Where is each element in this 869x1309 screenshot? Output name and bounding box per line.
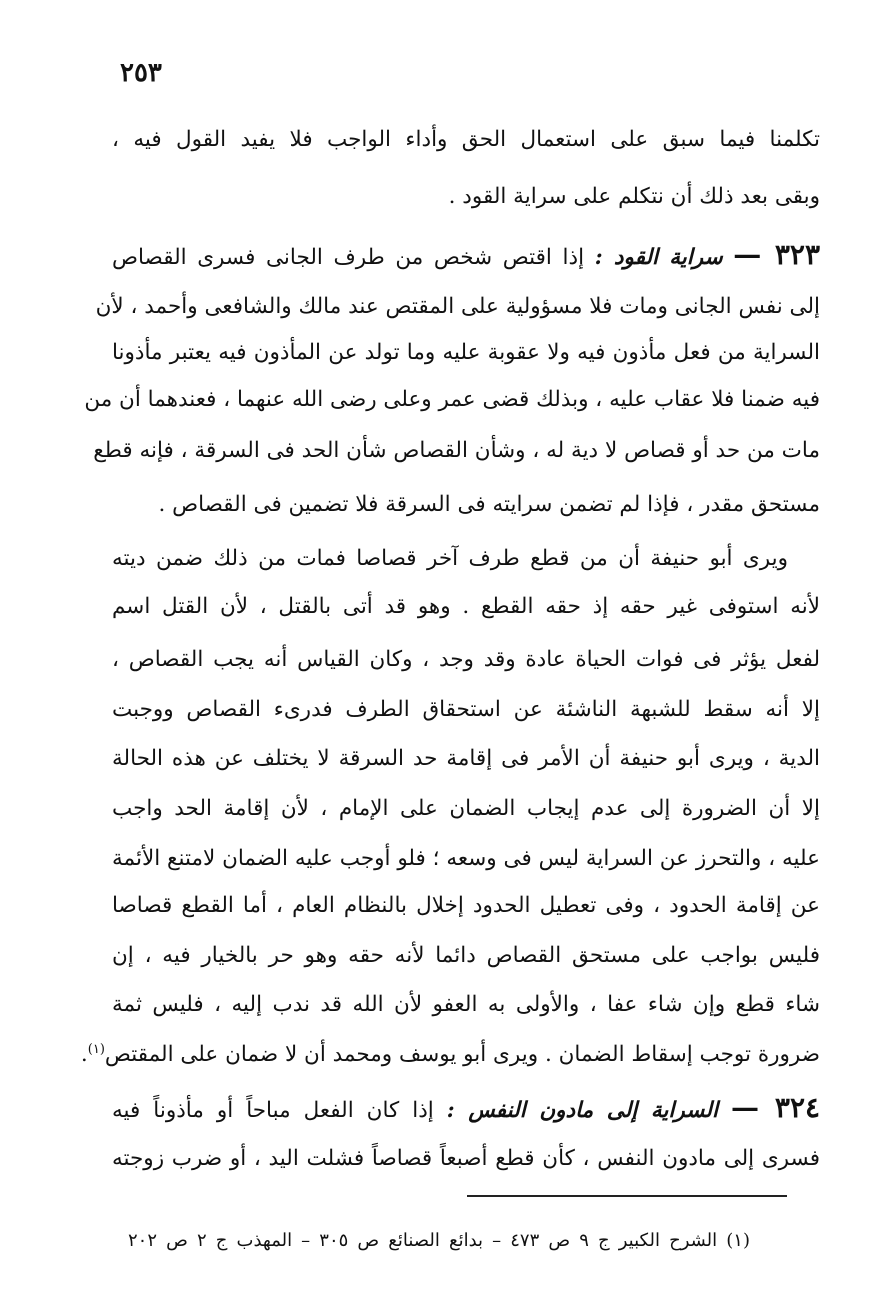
text-line: لفعل يؤثر فى فوات الحياة عادة وقد وجد ، وكان القياس أنه يجب القصاص ،	[112, 647, 820, 672]
text-line: لأنه استوفى غير حقه إذ حقه القطع . وهو قد أتى بالقتل ، لأن القتل اسم	[112, 594, 820, 619]
text-line: ويرى أبو حنيفة أن من قطع طرف آخر قصاصا فمات من ذلك ضمن ديته	[112, 546, 788, 571]
section-title: سراية القود :	[594, 245, 723, 270]
section-number: ٣٢٤ —	[730, 1091, 821, 1124]
footnote: (١) الشرح الكبير ج ٩ ص ٤٧٣ – بدائع الصنائع ص ٣٠٥ – المهذب ج ٢ ص ٢٠٢	[128, 1230, 750, 1251]
text-line: الدية ، ويرى أبو حنيفة أن الأمر فى إقامة حد السرقة لا يختلف عن هذه الحالة	[112, 746, 820, 771]
text-line: مستحق مقدر ، فإذا لم تضمن سرايته فى السرقة فلا تضمين فى القصاص .	[158, 492, 820, 517]
text-line: وبقى بعد ذلك أن نتكلم على سراية القود .	[448, 184, 820, 209]
text-line: عليه ، والتحرز عن السراية ليس فى وسعه ؛ فلو أوجب عليه الضمان لامتنع الأئمة	[112, 846, 820, 871]
text-line: فسرى إلى مادون النفس ، كأن قطع أصبعاً قصاصاً فشلت اليد ، أو ضرب زوجته	[112, 1146, 820, 1171]
text-line: إلا أن الضرورة إلى عدم إيجاب الضمان على الإمام ، لأن إقامة الحد واجب	[112, 796, 820, 821]
text-line: مات من حد أو قصاص لا دية له ، وشأن القصاص شأن الحد فى السرقة ، فإنه قطع	[93, 438, 820, 463]
text-line: فيه ضمنا فلا عقاب عليه ، وبذلك قضى عمر وعلى رضى الله عنهما ، فعندهما أن من	[84, 387, 820, 412]
text-line: تكلمنا فيما سبق على استعمال الحق وأداء الواجب فلا يفيد القول فيه ،	[112, 127, 820, 152]
text-line: إلى نفس الجانى ومات فلا مسؤولية على المقتص عند مالك والشافعى وأحمد ، لأن	[95, 294, 820, 319]
footnote-marker: (١)	[87, 1041, 105, 1057]
text-line: السراية من فعل مأذون فيه ولا عقوبة عليه وما تولد عن المأذون فيه يعتبر مأذونا	[112, 340, 820, 365]
section-heading-323: ٣٢٣ — سراية القود : إذا اقتص شخص من طرف الجانى فسرى القصاص	[112, 238, 820, 271]
footnote-divider	[467, 1195, 787, 1197]
text-line: عن إقامة الحدود ، وفى تعطيل الحدود إخلال بالنظام العام ، أما القطع قصاصا	[112, 893, 820, 918]
text-line: إلا أنه سقط للشبهة الناشئة عن استحقاق الطرف فدرىء القصاص ووجبت	[112, 697, 820, 722]
section-number: ٣٢٣ —	[733, 238, 820, 271]
section-title: السراية إلى مادون النفس :	[446, 1098, 718, 1123]
section-heading-324: ٣٢٤ — السراية إلى مادون النفس : إذا كان الفعل مباحاً أو مأذوناً فيه	[112, 1091, 821, 1124]
text-line: ضرورة توجب إسقاط الضمان . ويرى أبو يوسف ومحمد أن لا ضمان على المقتص$^{(١)}$.	[80, 1041, 820, 1067]
text-line: فليس بواجب على مستحق القصاص دائما لأنه حقه وهو حر بالخيار فيه ، إن	[112, 943, 820, 968]
text-line: شاء قطع وإن شاء عفا ، والأولى به العفو لأن الله قد ندب إليه ، فليس ثمة	[112, 992, 820, 1017]
page-number: ٢٥٣	[120, 58, 162, 88]
